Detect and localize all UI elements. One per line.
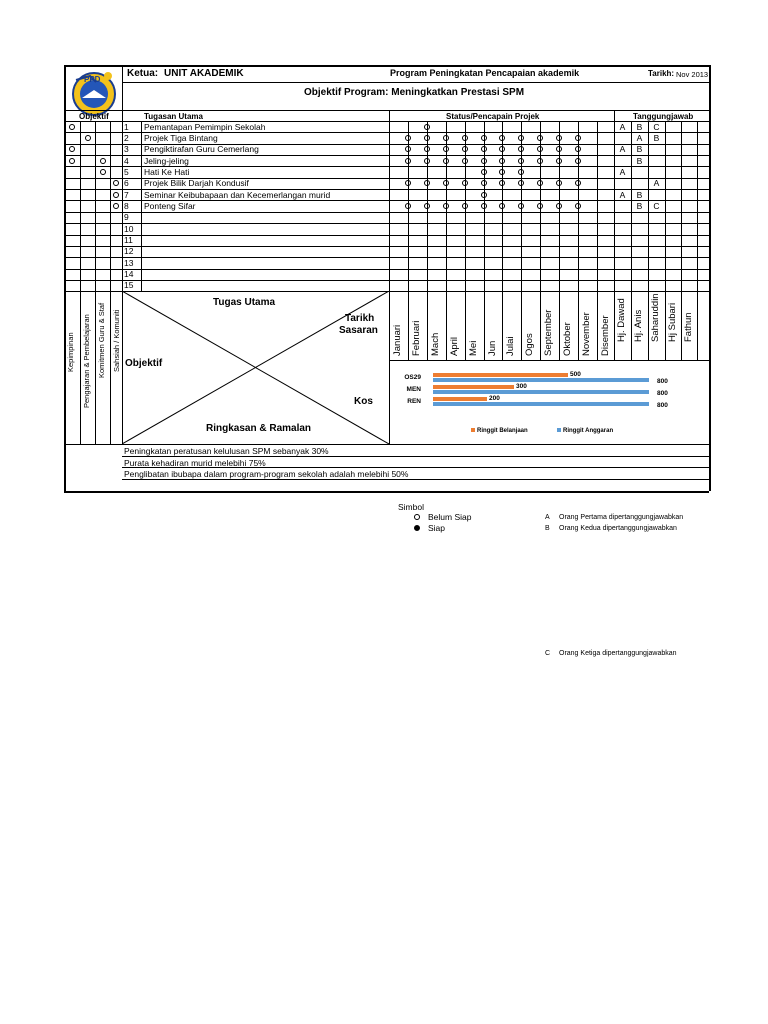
matrix-sasaran: Sasaran — [339, 325, 378, 336]
data-label: 200 — [489, 395, 500, 402]
category-label: REN — [407, 398, 421, 405]
objektif-program: Objektif Program: Meningkatkan Prestasi SPM — [304, 87, 525, 98]
legend-belum: Belum Siap — [428, 512, 472, 522]
matrix-tugas-utama: Tugas Utama — [213, 297, 276, 308]
col-tugasan: Tugasan Utama — [144, 112, 203, 121]
status-mark-icon — [537, 146, 543, 152]
legend-c-text: Orang Ketiga dipertanggungjawabkan — [559, 650, 677, 657]
filled-circle-icon — [414, 525, 420, 531]
grid-line — [64, 444, 709, 445]
legend-entry: Ringgit Belanjaan — [477, 428, 528, 434]
grid-line — [64, 110, 709, 111]
col-tanggungjawab: Tanggungjawab — [633, 112, 694, 121]
status-mark-icon — [518, 146, 524, 152]
grid-line — [122, 479, 709, 480]
matrix-ringkasan: Ringkasan & Ramalan — [206, 423, 312, 434]
status-mark-icon — [537, 180, 543, 186]
grid-line — [64, 491, 709, 493]
grid-line — [80, 121, 81, 444]
status-mark-icon — [424, 146, 430, 152]
task-number: 2 — [124, 132, 129, 143]
objective-mark-icon — [113, 180, 119, 186]
matrix-kos: Kos — [354, 396, 373, 407]
grid-line — [64, 246, 709, 247]
status-mark-icon — [556, 146, 562, 152]
status-mark-icon — [443, 135, 449, 141]
month-label: Oktober — [562, 322, 573, 356]
objective-label: Sahsiah / Komuniti — [112, 309, 121, 372]
legend-a-key: A — [545, 514, 550, 521]
status-mark-icon — [537, 158, 543, 164]
status-mark-icon — [499, 135, 505, 141]
grid-line — [540, 121, 541, 360]
grid-line — [95, 121, 96, 444]
status-mark-icon — [424, 135, 430, 141]
bar — [433, 373, 568, 377]
status-mark-icon — [575, 158, 581, 164]
category-label: MEN — [406, 386, 421, 393]
legend-b-text: Orang Kedua dipertanggungjawabkan — [559, 525, 677, 532]
status-mark-icon — [424, 203, 430, 209]
summary-2: Purata kehadiran murid melebihi 75% — [124, 458, 266, 468]
svg-text:PPD: PPD — [84, 75, 101, 84]
ketua-label: Ketua: — [127, 68, 159, 79]
month-label: Mei — [468, 340, 479, 356]
matrix-objektif: Objektif — [125, 358, 163, 369]
grid-line — [559, 121, 560, 360]
objective-mark-icon — [69, 124, 75, 130]
grid-line — [64, 269, 709, 270]
task-name: Projek Tiga Bintang — [144, 132, 218, 143]
status-mark-icon — [499, 169, 505, 175]
status-mark-icon — [405, 158, 411, 164]
objective-label: Komitmen Guru & Staf — [97, 302, 106, 378]
responsibility-mark: C — [653, 200, 660, 211]
task-name: Ponteng Sifar — [144, 200, 196, 211]
responsibility-mark: B — [636, 121, 643, 132]
status-mark-icon — [575, 203, 581, 209]
status-mark-icon — [481, 203, 487, 209]
status-mark-icon — [405, 203, 411, 209]
legend-b-key: B — [545, 525, 550, 532]
col-status: Status/Pencapain Projek — [446, 112, 540, 121]
person-label: Fathun — [683, 312, 694, 342]
status-mark-icon — [462, 135, 468, 141]
responsibility-mark: B — [636, 200, 643, 211]
task-number: 11 — [124, 235, 133, 245]
status-mark-icon — [556, 158, 562, 164]
grid-line — [502, 121, 503, 360]
data-label: 800 — [657, 402, 668, 409]
grid-line — [64, 212, 709, 213]
status-mark-icon — [518, 158, 524, 164]
status-mark-icon — [481, 192, 487, 198]
objective-mark-icon — [69, 146, 75, 152]
status-mark-icon — [518, 169, 524, 175]
status-mark-icon — [537, 203, 543, 209]
grid-line — [389, 110, 390, 444]
col-objektif: Objektif — [79, 112, 109, 121]
objective-mark-icon — [113, 203, 119, 209]
bar — [433, 378, 649, 382]
grid-line — [122, 82, 709, 83]
data-label: 300 — [516, 383, 527, 390]
task-number: 1 — [124, 121, 129, 132]
responsibility-mark: B — [636, 155, 643, 166]
responsibility-mark: B — [636, 144, 643, 155]
status-mark-icon — [405, 146, 411, 152]
month-label: Jun — [487, 340, 498, 356]
status-mark-icon — [499, 146, 505, 152]
grid-line — [484, 121, 485, 360]
month-label: September — [543, 309, 554, 356]
cost-chart — [391, 360, 707, 444]
month-label: Mach — [430, 332, 441, 356]
task-number: 9 — [124, 212, 129, 223]
status-mark-icon — [499, 180, 505, 186]
objective-label: Kepimpinan — [66, 332, 75, 372]
status-mark-icon — [556, 135, 562, 141]
responsibility-mark: A — [619, 166, 626, 177]
objective-mark-icon — [69, 158, 75, 164]
month-label: Februari — [411, 320, 422, 356]
grid-line — [648, 121, 649, 360]
grid-line — [521, 121, 522, 360]
status-mark-icon — [405, 180, 411, 186]
status-mark-icon — [443, 180, 449, 186]
responsibility-mark: C — [653, 121, 660, 132]
status-mark-icon — [575, 180, 581, 186]
task-number: 15 — [124, 280, 134, 291]
status-mark-icon — [481, 146, 487, 152]
person-label: Hj. Dawad — [616, 298, 627, 342]
status-mark-icon — [424, 158, 430, 164]
task-name: Seminar Keibubapaan dan Kecemerlangan murid — [144, 189, 331, 200]
person-label: Saharuddin — [650, 293, 661, 342]
month-label: Januari — [392, 324, 403, 356]
legend-entry: Ringgit Anggaran — [563, 428, 614, 434]
task-number: 12 — [124, 246, 134, 257]
bar — [433, 390, 649, 394]
status-mark-icon — [481, 158, 487, 164]
matrix-tarikh: Tarikh — [345, 313, 375, 324]
status-mark-icon — [556, 180, 562, 186]
status-mark-icon — [443, 158, 449, 164]
data-label: 500 — [570, 371, 581, 378]
objective-mark-icon — [85, 135, 91, 141]
legend-simbol: Simbol — [398, 502, 424, 512]
grid-line — [578, 121, 579, 360]
status-mark-icon — [575, 135, 581, 141]
status-mark-icon — [462, 203, 468, 209]
tarikh-label: Tarikh: — [648, 69, 675, 78]
legend-siap: Siap — [428, 523, 446, 533]
grid-line — [597, 121, 598, 360]
grid-line — [697, 121, 698, 360]
summary-1: Peningkatan peratusan kelulusan SPM sebanyak 30% — [124, 446, 329, 456]
month-label: November — [581, 312, 592, 356]
grid-line — [64, 257, 709, 258]
legend-a-text: Orang Pertama dipertanggungjawabkan — [559, 514, 684, 521]
grid-line — [709, 65, 711, 491]
grid-line — [64, 235, 709, 236]
status-mark-icon — [575, 146, 581, 152]
status-mark-icon — [518, 135, 524, 141]
month-label: Disember — [600, 315, 611, 356]
data-label: 800 — [657, 390, 668, 397]
status-mark-icon — [424, 180, 430, 186]
grid-line — [64, 223, 709, 224]
responsibility-mark: B — [636, 189, 643, 200]
ketua-value: UNIT AKADEMIK — [164, 68, 244, 79]
task-number: 13 — [124, 257, 134, 268]
task-number: 3 — [124, 144, 129, 155]
bar — [433, 397, 487, 401]
status-mark-icon — [499, 203, 505, 209]
status-mark-icon — [462, 158, 468, 164]
legend-swatch — [557, 428, 561, 432]
person-label: Hj. Anis — [633, 309, 644, 342]
responsibility-mark: B — [653, 132, 660, 143]
task-name: Pemantapan Pemimpin Sekolah — [144, 121, 266, 132]
objective-label: Pengajaran & Pembelajaran — [82, 314, 91, 408]
bar — [433, 402, 649, 406]
data-label: 800 — [657, 378, 668, 385]
responsibility-mark: A — [619, 144, 626, 155]
task-number: 14 — [124, 269, 134, 280]
status-mark-icon — [462, 146, 468, 152]
status-mark-icon — [556, 203, 562, 209]
grid-line — [64, 65, 66, 491]
grid-line — [408, 121, 409, 360]
summary-3: Penglibatan ibubapa dalam program-program sekolah adalah melebihi 50% — [124, 469, 409, 479]
status-mark-icon — [443, 146, 449, 152]
month-label: Ogos — [524, 333, 535, 356]
status-mark-icon — [443, 203, 449, 209]
month-label: April — [449, 336, 460, 356]
grid-line — [681, 121, 682, 360]
task-name: Jeling-jeling — [144, 155, 189, 166]
grid-line — [122, 456, 709, 457]
responsibility-mark: A — [653, 178, 660, 189]
status-mark-icon — [518, 180, 524, 186]
program-title: Program Peningkatan Pencapaian akademik — [390, 68, 580, 78]
status-mark-icon — [405, 135, 411, 141]
grid-line — [465, 121, 466, 360]
bar — [433, 385, 514, 389]
grid-line — [64, 280, 709, 281]
objective-mark-icon — [100, 158, 106, 164]
responsibility-mark: A — [619, 189, 626, 200]
status-mark-icon — [481, 180, 487, 186]
status-mark-icon — [481, 135, 487, 141]
objective-mark-icon — [113, 192, 119, 198]
task-number: 8 — [124, 200, 129, 211]
task-name: Pengiktirafan Guru Cemerlang — [144, 144, 259, 155]
status-mark-icon — [481, 169, 487, 175]
person-label: Hj Subari — [667, 302, 678, 342]
legend-c-key: C — [545, 650, 551, 657]
grid-line — [110, 121, 111, 444]
grid-line — [446, 121, 447, 360]
status-mark-icon — [499, 158, 505, 164]
category-label: OS29 — [404, 374, 421, 381]
grid-line — [141, 121, 142, 291]
task-name: Hati Ke Hati — [144, 166, 190, 177]
status-mark-icon — [537, 135, 543, 141]
responsibility-mark: A — [636, 132, 643, 143]
tarikh-value: Nov 2013 — [676, 70, 709, 79]
task-number: 10 — [124, 223, 134, 234]
task-number: 4 — [124, 155, 129, 166]
status-mark-icon — [518, 203, 524, 209]
legend-swatch — [471, 428, 475, 432]
task-number: 5 — [124, 166, 129, 177]
task-number: 7 — [124, 189, 129, 200]
task-number: 6 — [124, 178, 129, 189]
responsibility-mark: A — [619, 121, 626, 132]
month-label: Julai — [505, 336, 516, 356]
open-circle-icon — [414, 514, 420, 520]
status-mark-icon — [424, 124, 430, 130]
status-mark-icon — [462, 180, 468, 186]
task-name: Projek Bilik Darjah Kondusif — [144, 178, 249, 189]
grid-line — [665, 121, 666, 360]
grid-line — [64, 65, 709, 67]
grid-line — [427, 121, 428, 360]
objective-mark-icon — [100, 169, 106, 175]
